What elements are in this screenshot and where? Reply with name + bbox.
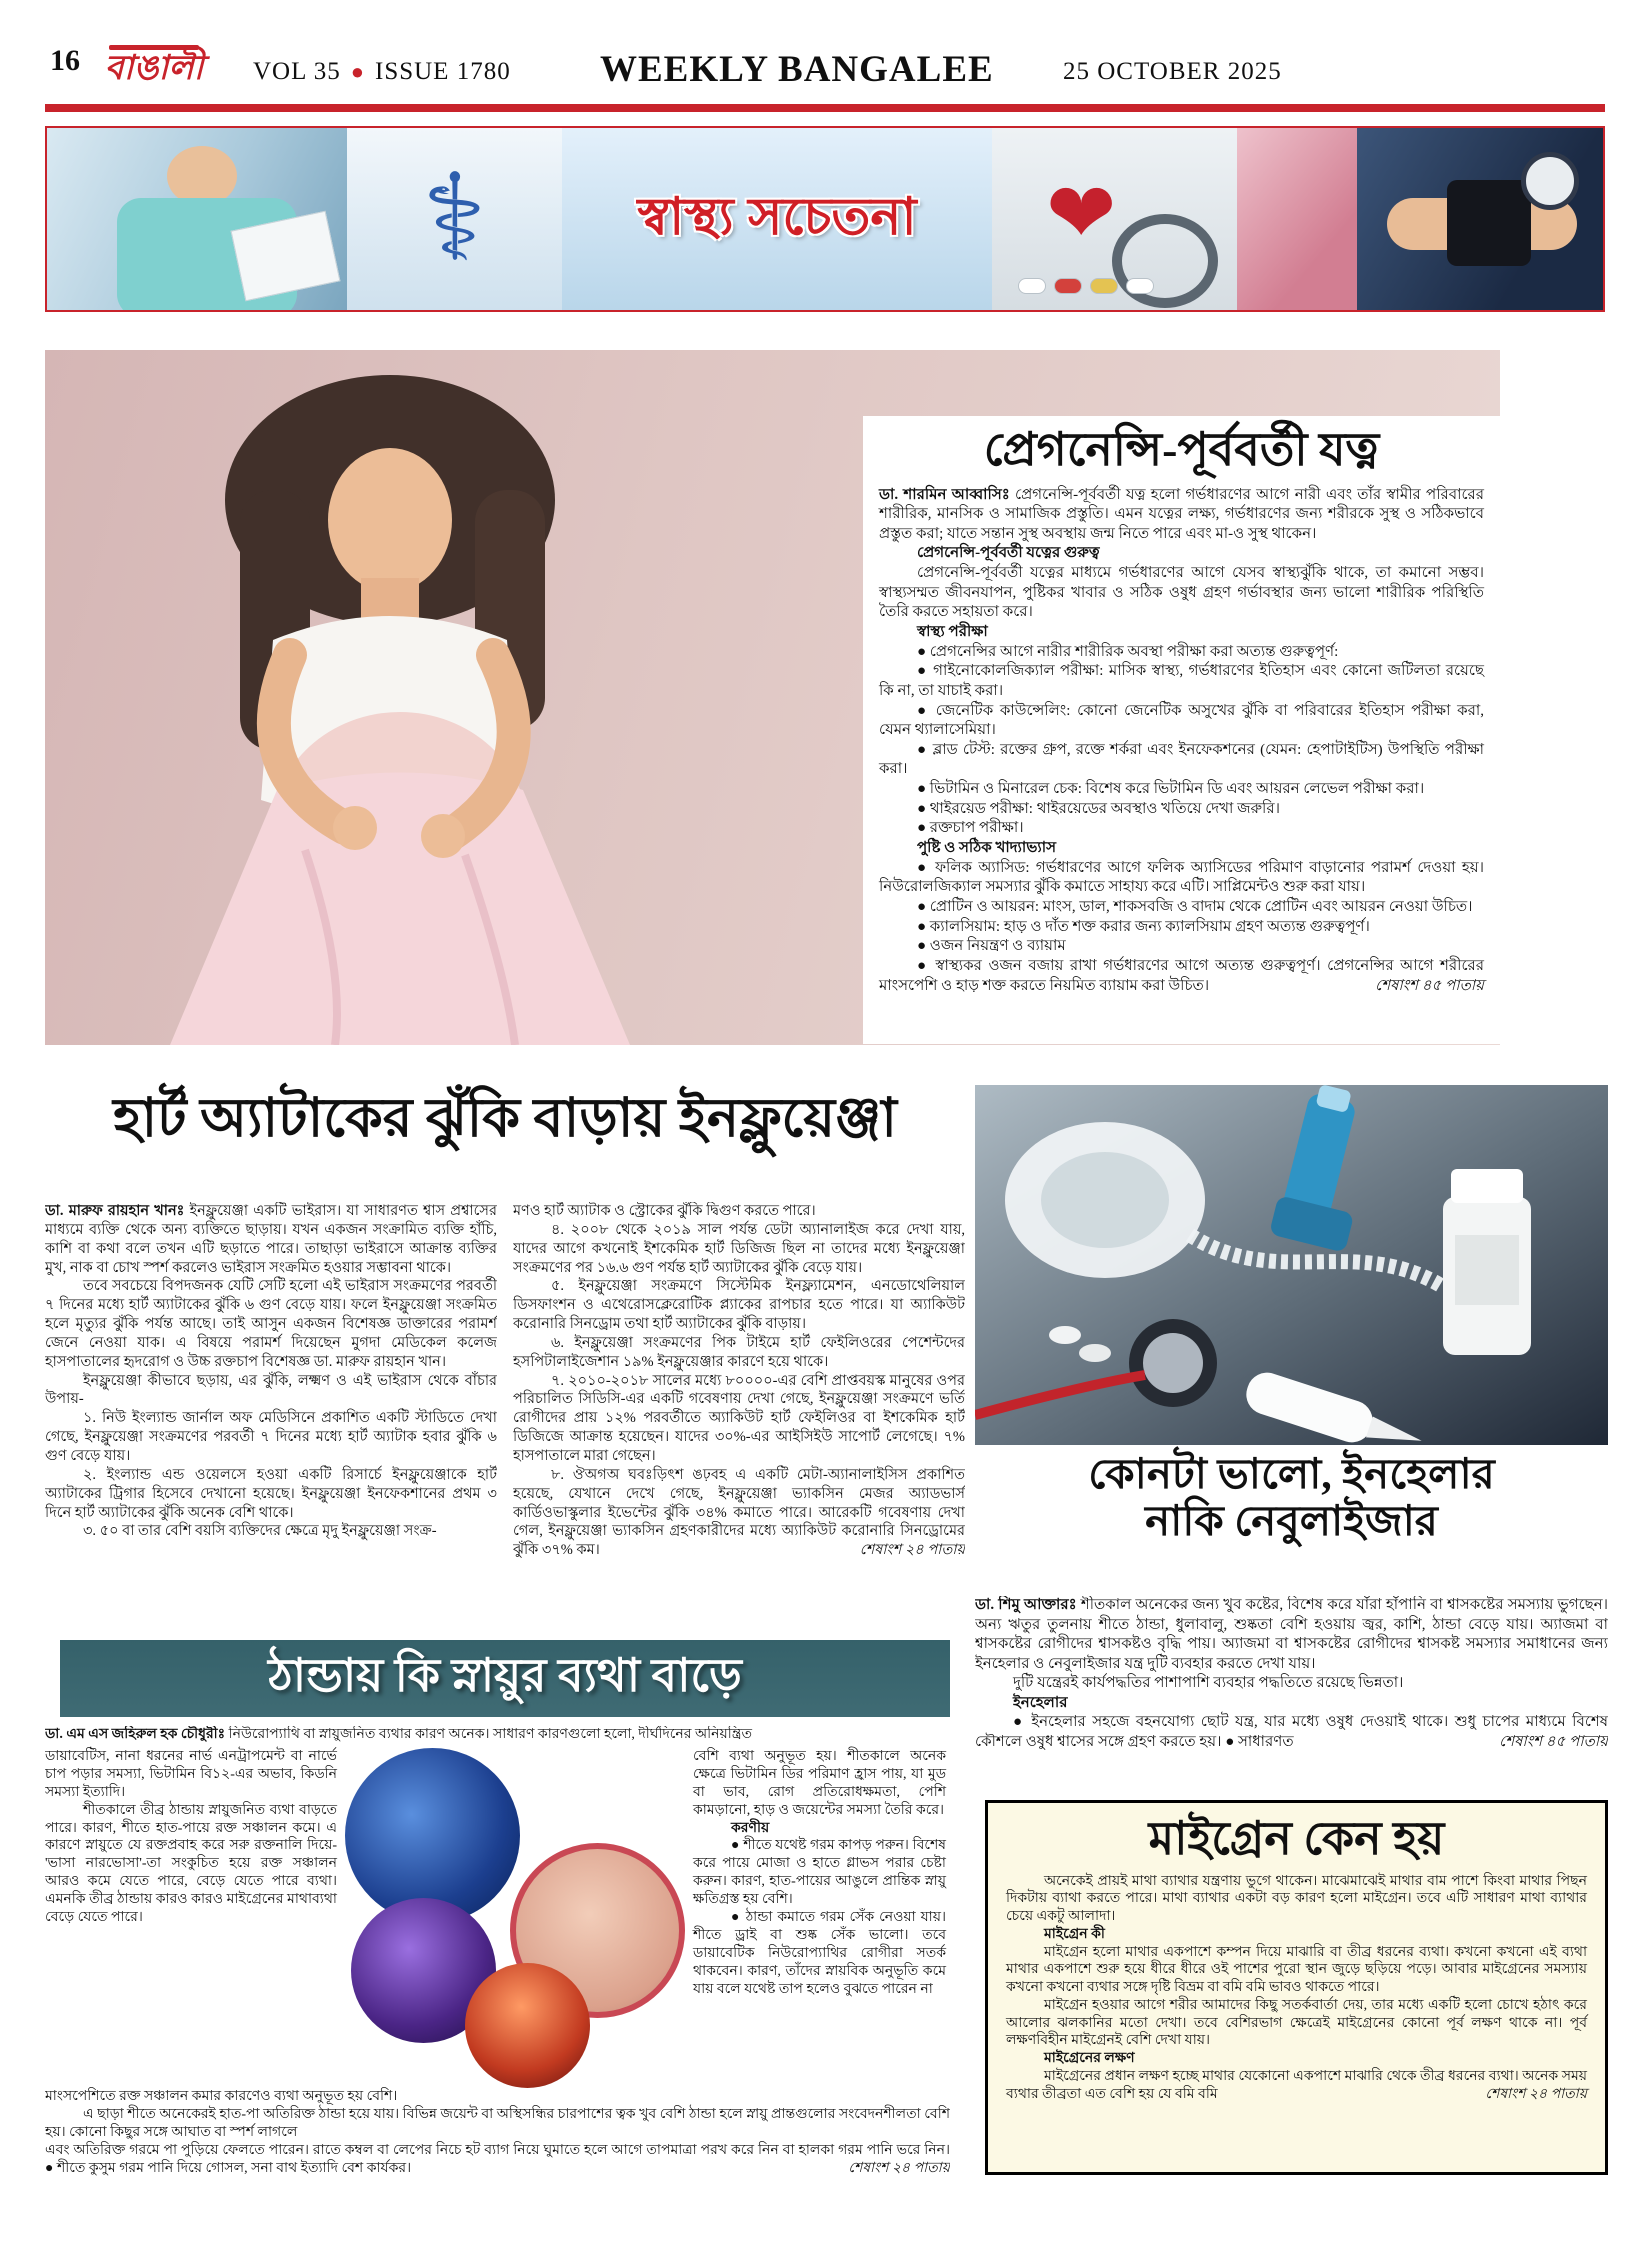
inhaler-headline-line2: নাকি নেবুলাইজার (1145, 1499, 1438, 1546)
inhaler-headline (975, 1452, 1608, 1546)
inhaler-headline-line1: কোনটা ভালো, ইনহেলার (1088, 1452, 1495, 1498)
bullet-item: ● রক্তচাপ পরীক্ষা। (917, 820, 1024, 837)
cold-pain-byline: ডা. এম এস জহিরুল হক চৌধুরীঃ (45, 1727, 226, 1742)
inhaler-nebulizer-photo (975, 1085, 1608, 1445)
article-paragraph: ২. ইংল্যান্ড এন্ড ওয়েলসে হওয়া একটি রিসার্চে ইনফ্লুয়েঞ্জাকে হার্ট অ্যাটাকের ট্রিগার হিসেবে দেখানো হয়েছে। ইনফ্লুয়েঞ্জা ইনফেকশানের প্রথম ৩ দিনে হার্ট অ্যাটাকের ঝুঁকি অনেক বেশি থাকে। (45, 1466, 497, 1521)
volume-issue (253, 58, 511, 86)
banner-title-segment (562, 128, 992, 310)
doctor-face (167, 146, 237, 206)
article-paragraph (45, 2142, 950, 2178)
page-number: 16 (50, 44, 80, 77)
banner-title: স্বাস্থ্য সচেতনা (637, 187, 917, 246)
influenza-headline: হার্ট অ্যাটাকের ঝুঁকি বাড়ায় ইনফ্লুয়েঞ্জা (113, 1088, 897, 1148)
influenza-byline: ডা. মারুফ রায়হান খানঃ (45, 1203, 185, 1219)
article-paragraph: ৪. ২০০৮ থেকে ২০১৯ সাল পর্যন্ত ডেটা অ্যানালাইজ করে দেখা যায়, যাদের আগে কখনোই ইশকেমিক হার্ট ডিজিজ ছিল না তাদের মধ্যে ইনফ্লুয়েঞ্জা সংক্রমণের পর ১৬.৬ গুণ পর্যন্ত হার্ট অ্যাটাকের ঝুঁকি বেড়ে যায়। (513, 1221, 965, 1276)
cold-pain-article (45, 1726, 950, 2226)
bullet-item: ● জেনেটিক কাউন্সেলিং: কোনো জেনেটিক অসুখের ঝুঁকি বা পরিবারের ইতিহাস পরীক্ষা করা, যেমন থ্যালাসেমিয়া। (879, 702, 1484, 739)
logo-text: বাঙালী (104, 49, 204, 87)
newspaper-logo (95, 34, 213, 96)
bullet-item: ● ক্যালসিয়াম: হাড় ও দাঁত শক্ত করার জন্য ক্যালসিয়াম গ্রহণ অত্যন্ত গুরুত্বপূর্ণ। (917, 918, 1370, 935)
bullet-item: ● ব্লাড টেস্ট: রক্তের গ্রুপ, রক্তে শর্করা এবং ইনফেকশনের (যেমন: হেপাটাইটিস) উপস্থিতি পরীক্ষা করা। (879, 741, 1484, 778)
article-paragraph (975, 1596, 1608, 1674)
inhaler-byline: ডা. শিমু আক্তারঃ (975, 1597, 1077, 1613)
article-paragraph: মাংসপেশিতে রক্ত সঞ্চালন কমার কারণেও ব্যথা অনুভূত হয় বেশি। (45, 2088, 398, 2104)
caduceus-segment (347, 128, 562, 310)
article-paragraph: ৭. ২০১০-২০১৮ সালের মধ্যে ৮০০০০-এর বেশি প্রাপ্তবয়স্ক মানুষের ওপর পরিচালিত সিডিসি-এর একটি গবেষণায় দেখা গেছে, ইনফ্লুয়েঞ্জা সংক্রমণে ভর্তি রোগীদের প্রায় ১২% পরবর্তীতে অ্যাকিউট হার্ট ফেইলিওর বা ইশকেমিক হার্ট ডিজিজে আক্রান্ত হয়েছেন। যাদের ৩০%-এর আইসিইউ সাপোর্ট লেগেছে। ৭% হাসপাতালে মারা গেছেন। (513, 1372, 965, 1464)
cold-pain-headline-banner (60, 1640, 950, 1717)
article-paragraph: ইনফ্লুয়েঞ্জা কীভাবে ছড়ায়, এর ঝুঁকি, লক্ষ্মণ ও এই ভাইরাস থেকে বাঁচার উপায়- (45, 1372, 497, 1408)
bullet-item: ● থাইরয়েড পরীক্ষা: থাইরয়েডের অবস্থাও খতিয়ে দেখা জরুরি। (917, 800, 1280, 817)
closing-text: মাইগ্রেনের প্রধান লক্ষণ হচ্ছে মাথার যেকোনো একপাশে মাঝারি থেকে তীব্র ধরনের ব্যথা। অনেক সময় ব্যথার তীব্রতা এত বেশি হয় যে বমি বমি (1006, 2068, 1587, 2102)
article-paragraph: দুটি যন্ত্রেরই কার্যপদ্ধতির পাশাপাশি ব্যবহার পদ্ধতিতে রয়েছে ভিন্নতা। (1013, 1675, 1404, 1691)
closing-text: ● স্বাস্থ্যকর ওজন বজায় রাখা গর্ভধারণের আগে অত্যন্ত গুরুত্বপূর্ণ। প্রেগনেন্সির আগে শরীরের মাংসপেশি ও হাড় শক্ত করতে নিয়মিত ব্যায়াম করা উচিত। (879, 957, 1484, 994)
article-paragraph: ৩. ৫০ বা তার বেশি বয়সি ব্যক্তিদের ক্ষেত্রে মৃদু ইনফ্লুয়েঞ্জা সংক্র- (83, 1523, 437, 1540)
joint-pain-images (345, 1748, 685, 2088)
bullet-item: ● ফলিক অ্যাসিড: গর্ভধারণের আগে ফলিক অ্যাসিডের পরিমাণ বাড়ানোর পরামর্শ দেওয়া হয়। নিউরোলজিক্যাল সমস্যার ঝুঁকি কমাতে সাহায্য করে এটি। সাপ্লিমেন্টও শুরু করা যায়। (879, 859, 1484, 896)
section-subhead: ইনহেলার (1013, 1694, 1068, 1711)
bullet-item: ● গাইনোকোলজিক্যাল পরীক্ষা: মাসিক স্বাস্থ্য, গর্ভধারণের ইতিহাস এবং কোনো জটিলতা রয়েছে কি না, তা যাচাই করা। (879, 663, 1484, 699)
lead-text: শীতকাল অনেকের জন্য খুব কষ্টের, বিশেষ করে যাঁরা হাঁপানি বা শ্বাসকষ্টের সমস্যায় ভুগছেন। অন্য ঋতুর তুলনায় শীতে ঠান্ডা, ধুলাবালু, শুষ্কতা বেশি হওয়ায় জ্বর, কাশি, ঠান্ডা বেড়ে যায়। অ্যাজমা বা শ্বাসকষ্টের রোগীদের শ্বাসকষ্টও বৃদ্ধি পায়। অ্যাজমা বা শ্বাসকষ্টের রোগীদের শ্বাসকষ্ট সমস্যার সমাধানের জন্য ইনহেলার ও নেবুলাইজার যন্ত্র দুটি ব্যবহার করতে দেখা যায়। (975, 1597, 1608, 1672)
caduceus-icon: ⚕ (422, 152, 487, 285)
closing-text: ৮. ঔঅগঅ ঘবঃড়িৎশ ঙঢ়বহ এ একটি মেটা-অ্যানালাইসিস প্রকাশিত হয়েছে, যেখানে দেখে গেছে, ইনফ্লুয়েঞ্জা ভ্যাকসিন মেজর অ্যাডভার্স কার্ডিওভাস্কুলার ইভেন্টের ঝুঁকি ৩৪% কমাতে পারে। আরেকটি গবেষণায় দেখা গেল, ইনফ্লুয়েঞ্জা ভ্যাকসিন গ্রহণকারীদের মধ্যে অ্যাকিউট করোনারি সিনড্রোমের ঝুঁকি ৩৭% কম। (513, 1466, 965, 1559)
article-paragraph: বেশি ব্যথা অনুভূত হয়। শীতকালে অনেক ক্ষেত্রে ভিটামিন ডির পরিমাণ হ্রাস পায়, যা মুড বা ভাব, রোগ প্রতিরোধক্ষমতা, পেশি কামড়ানো, হাড় ও জয়েন্টের সমস্যা তৈরি করে। (693, 1748, 946, 1818)
article-paragraph (975, 1713, 1608, 1752)
section-subhead: মাইগ্রেনের লক্ষণ (1044, 2051, 1135, 2067)
issue-label: ISSUE 1780 (375, 58, 511, 85)
article-paragraph: অনেকেই প্রায়ই মাথা ব্যাথার যন্ত্রণায় ভুগে থাকেন। মাঝেমাঝেই মাথার বাম পাশে কিংবা মাথার পিছন দিকটায় ব্যাথা করতে পারে। মাথা ব্যাথার একটা বড় কারণ হলো মাইগ্রেন। তবে এটি সাধারণ মাথা ব্যাথার চেয়ে একটু আলাদা। (1006, 1873, 1587, 1925)
article-paragraph: শীতকালে তীব্র ঠান্ডায় স্নায়ুজনিত ব্যথা বাড়তে পারে। কারণ, শীতে হাত-পায়ে রক্ত সঞ্চালন কমে। এ কারণে স্নায়ুতে যে রক্তপ্রবাহ করে সরু রক্তনালি দিয়ে-'ভাসা নারভোসা'-তা সংকুচিত হয়ে রক্ত সঞ্চালন আরও কমে যেতে পারে, বেড়ে যেতে পারে ব্যথা। এমনকি তীব্র ঠান্ডায় কারও কারও মাইগ্রেনের মাথাব্যথা বেড়ে যেতে পারে। (45, 1802, 337, 1926)
bullet-item: ● প্রেগনেন্সির আগে নারীর শারীরিক অবস্থা পরীক্ষা করা অত্যন্ত গুরুত্বপূর্ণ: (917, 643, 1339, 660)
section-subhead: মাইগ্রেন কী (1044, 1926, 1105, 1942)
bp-gauge-icon (1521, 152, 1579, 210)
influenza-column-1 (45, 1202, 497, 1630)
article-paragraph: মাইগ্রেন হলো মাথার একপাশে কম্পন দিয়ে মাঝারি বা তীব্র ধরনের ব্যথা। কখনো কখনো এই ব্যথা মাথার একপাশে শুরু হয়ে ধীরে ধীরে ওই পাশের পুরো স্থান জুড়ে ছড়িয়ে পড়ে। আবার মাইগ্রেনের সমস্যায় কখনো কখনো ব্যথার সঙ্গে দৃষ্টি বিভ্রম বা বমি বমি ভাবও থাকতে পারে। (1006, 1944, 1587, 1996)
article-paragraph (45, 1202, 497, 1277)
continuation-note: শেষাংশ ২৪ পাতায় (1485, 2086, 1587, 2102)
health-awareness-banner (45, 126, 1605, 312)
article-paragraph: এ ছাড়া শীতে অনেকেরই হাত-পা অতিরিক্ত ঠান্ডা হয়ে যায়। বিভিন্ন জয়েন্ট বা অস্থিসন্ধির চারপাশের ত্বক খুব বেশি ঠান্ডা হলে স্নায়ু প্রান্তগুলোর সংবেদনশীলতা বেশি হয়। কোনো কিছুর সঙ্গে আঘাত বা স্পর্শ লাগলে (45, 2106, 950, 2140)
lead-text: ইনফ্লুয়েঞ্জা একটি ভাইরাস। যা সাধারণত শ্বাস প্রশ্বাসের মাধ্যমে ব্যক্তি থেকে অন্য ব্যক্তিতে ছাড়ায়। যখন একজন সংক্রামিত ব্যক্তি হাঁচি, কাশি বা কথা বলে তখন এটি ছড়াতে পারে। তাছাড়া ভাইরাসে আক্রান্ত ব্যক্তির মুখ, নাক বা চোখ স্পর্শ করলেও ভাইরাস সংক্রমিত হওয়ার সম্ভাবনা থাকে। (45, 1203, 497, 1276)
cold-pain-left-column (45, 1748, 337, 2088)
article-paragraph: মাইগ্রেন হওয়ার আগে শরীর আমাদের কিছু সতর্কবার্তা দেয়, তার মধ্যে একটি হলো চোখে হঠাৎ করে আলোর ঝলকানির মতো দেখা। তবে বেশিরভাগ ক্ষেত্রেই মাইগ্রেনের কোনো পূর্ব লক্ষণ থাকে না। পূর্ব লক্ষণবিহীন মাইগ্রেনই বেশি দেখা যায়। (1006, 1997, 1587, 2049)
hand-xray-photo (345, 1748, 520, 1923)
cold-pain-middle-row (45, 1748, 950, 2088)
stethoscope-heart-photo (992, 128, 1237, 310)
bullet-item: ● শীতে যথেষ্ট গরম কাপড় পরুন। বিশেষ করে পায়ে মোজা ও হাতে গ্লাভস পরার চেষ্টা করুন। কারণ, হাত-পায়ের আঙুলে প্রান্তিক স্নায়ু ক্ষতিগ্রস্ত হয় বেশি। (693, 1838, 946, 1908)
issue-date: 25 OCTOBER 2025 (1063, 58, 1282, 85)
heart-icon: ❤ (1046, 168, 1117, 261)
inhaler-article-text (975, 1596, 1608, 1788)
article-paragraph: ৫. ইনফ্লুয়েঞ্জা সংক্রমণে সিস্টেমিক ইনফ্ল্যামেশন, এনডোথেলিয়াল ডিসফাংশন ও এথেরোসক্লেরোটিক প্ল্যাকের রাপচার হতে পারে। যা অ্যাকিউট করোনারি সিনড্রোম তথা হার্ট অ্যাটাকের ঝুঁকি বাড়ায়। (513, 1278, 965, 1333)
section-subhead: প্রেগনেন্সি-পূর্ববর্তী যত্নের গুরুত্ব (917, 545, 1100, 562)
influenza-column-2 (513, 1202, 965, 1630)
article-paragraph (513, 1466, 965, 1560)
section-subhead: করণীয় (731, 1820, 770, 1836)
doctor-writing-photo (47, 128, 347, 310)
pills-icon (1018, 278, 1154, 294)
article-paragraph (879, 486, 1484, 545)
bp-cuff (1447, 180, 1531, 266)
header-rule (45, 104, 1605, 112)
migraine-article-box (985, 1800, 1608, 2175)
pregnancy-byline: ডা. শারমিন আব্বাসিঃ (879, 486, 1010, 503)
closing-text: এবং অতিরিক্ত গরমে পা পুড়িয়ে ফেলতে পারেন। রাতে কম্বল বা লেপের নিচে হট ব্যাগ নিয়ে ঘুমাতে হলে আগে তাপমাত্রা পরখ করে নিন বা হালকা গরম পানি ভরে নিন। ● শীতে কুসুম গরম পানি দিয়ে গোসল, সনা বাথ ইত্যাদি বেশ কার্যকর। (45, 2142, 950, 2176)
article-paragraph: তবে সবচেয়ে বিপদজনক যেটি সেটি হলো এই ভাইরাস সংক্রমণের পরবর্তী ৭ দিনের মধ্যে হার্ট অ্যাটাকের ঝুঁকি ৬ গুণ বেড়ে যায়। ফলে ইনফ্লুয়েঞ্জা সংক্রমিত হলে মৃত্যুর ঝুঁকি পর্যন্ত আছে। তাই আসুন একজন বিশেষজ্ঞ ডাক্তারের পরামর্শ জেনে নেওয়া যাক। এ বিষয়ে পরামর্শ দিয়েছেন মুগদা মেডিকেল কলেজ হাসপাতালের হৃদরোগ ও উচ্চ রক্তচাপ বিশেষজ্ঞ ডা. মারুফ রায়হান খান। (45, 1278, 497, 1370)
bullet-item (879, 957, 1484, 996)
closing-text: ● ইনহেলার সহজে বহনযোগ্য ছোট যন্ত্র, যার মধ্যে ওষুধ দেওয়াই থাকে। শুধু চাপের মাধ্যমে বিশেষ কৌশলে ওষুধ শ্বাসের সঙ্গে গ্রহণ করতে হয়। ● সাধারণত (975, 1714, 1608, 1750)
logo-accent-bar (109, 45, 199, 50)
cold-pain-headline: ঠান্ডায় কি স্নায়ুর ব্যথা বাড়ে (268, 1649, 742, 1701)
lead-text: প্রেগনেন্সি-পূর্ববর্তী যত্ন হলো গর্ভধারণের আগে নারী এবং তাঁর স্বামীর পরিবারের শারীরিক, মানসিক ও সামাজিক প্রস্তুতি। এমন যত্নের লক্ষ্য, গর্ভধারণের জন্য শরীরকে সুস্থ ও সঠিকভাবে প্রস্তুত করা; যাতে সন্তান সুস্থ অবস্থায় জন্ম নিতে পারে এবং মা-ও সুস্থ থাকেন। (879, 486, 1484, 542)
lead-text: নিউরোপ্যাথি বা স্নায়ুজনিত ব্যথার কারণ অনেক। সাধারণ কারণগুলো হলো, দীর্ঘদিনের অনিয়ন্ত্রিত (228, 1727, 752, 1742)
blood-pressure-photo (1357, 128, 1603, 310)
pregnancy-headline: প্রেগনেন্সি-পূর্ববর্তী যত্ন (983, 424, 1380, 475)
bullet-item: ● প্রোটিন ও আয়রন: মাংস, ডাল, শাকসবজি ও বাদাম থেকে প্রোটিন এবং আয়রন নেওয়া উচিত। (917, 898, 1473, 915)
section-subhead: স্বাস্থ্য পরীক্ষা (917, 624, 988, 640)
article-paragraph: ১. নিউ ইংল্যান্ড জার্নাল অফ মেডিসিনে প্রকাশিত একটি স্টাডিতে দেখা গেছে, ইনফ্লুয়েঞ্জা সংক্রমণের পরবর্তী ৭ দিনের মধ্যে হার্ট অ্যাটাক হবার ঝুঁকি ৬ গুণ বেড়ে যায়। (45, 1410, 497, 1464)
section-subhead: পুষ্টি ও সঠিক খাদ্যাভ্যাস (917, 840, 1057, 857)
ankle-pain-photo (465, 1963, 590, 2088)
separator-dot-icon: ● (350, 59, 365, 84)
continuation-note: শেষাংশ ৪৫ পাতায় (1499, 1733, 1608, 1750)
article-paragraph: ডায়াবেটিস, নানা ধরনের নার্ভ এনট্রাপমেন্ট বা নার্ভে চাপ পড়ার সমস্যা, ভিটামিন বি১২-এর অভাব, কিডনি সমস্যা ইত্যাদি। (45, 1748, 337, 1800)
bullet-item: ● ভিটামিন ও মিনারেল চেক: বিশেষ করে ভিটামিন ডি এবং আয়রন লেভেল পরীক্ষা করা। (917, 781, 1425, 798)
patient-photo-segment (1237, 128, 1357, 310)
article-paragraph: মণও হার্ট অ্যাটাক ও স্ট্রোকের ঝুঁকি দ্বিগুণ করতে পারে। (513, 1203, 816, 1219)
masthead-title: WEEKLY BANGALEE (600, 49, 994, 90)
pregnancy-article-text-panel (863, 416, 1500, 1044)
bullet-item: ● ঠান্ডা কমাতে গরম সেঁক নেওয়া যায়। শীতে ড্রাই বা শুষ্ক সেঁক ভালো। তবে ডায়াবেটিক নিউরোপ্যাথির রোগীরা সতর্ক থাকবেন। কারণ, তাঁদের স্নায়বিক অনুভূতি কমে যায় বলে যথেষ্ট তাপ হলেও বুঝতে পারেন না (693, 1910, 946, 1997)
cold-pain-right-column (693, 1748, 946, 2088)
article-paragraph (45, 1726, 950, 1744)
continuation-note: শেষাংশ ২৪ পাতায় (859, 1542, 965, 1559)
article-paragraph (1006, 2068, 1587, 2104)
pregnancy-article-block (45, 350, 1500, 1045)
continuation-note: শেষাংশ ২৪ পাতায় (848, 2160, 950, 2176)
article-paragraph: ৬. ইনফ্লুয়েঞ্জা সংক্রমণের পিক টাইমে হার্ট ফেইলিওরের পেশেন্টদের হসপিটালাইজেশান ১৯% ইনফ্লুয়েঞ্জার কারণে হয়ে থাকে। (513, 1334, 965, 1370)
volume-label: VOL 35 (253, 58, 341, 85)
article-paragraph: প্রেগনেন্সি-পূর্ববর্তী যত্নের মাধ্যমে গর্ভধারণের আগে যেসব স্বাস্থ্যঝুঁকি থাকে, তা কমানো সম্ভব। স্বাস্থ্যসম্মত জীবনযাপন, পুষ্টিকর খাবার ও সঠিক ওষুধ গ্রহণ গর্ভাবস্থার জন্য ভালো শারীরিক পরিস্থিতি তৈরি করতে সহায়তা করে। (879, 565, 1484, 621)
continuation-note: শেষাংশ ৪৫ পাতায় (1375, 977, 1484, 994)
pregnant-woman-photo (45, 350, 865, 1045)
migraine-headline: মাইগ্রেন কেন হয় (1148, 1813, 1445, 1864)
bullet-item: ● ওজন নিয়ন্ত্রণ ও ব্যায়াম (917, 938, 1066, 955)
